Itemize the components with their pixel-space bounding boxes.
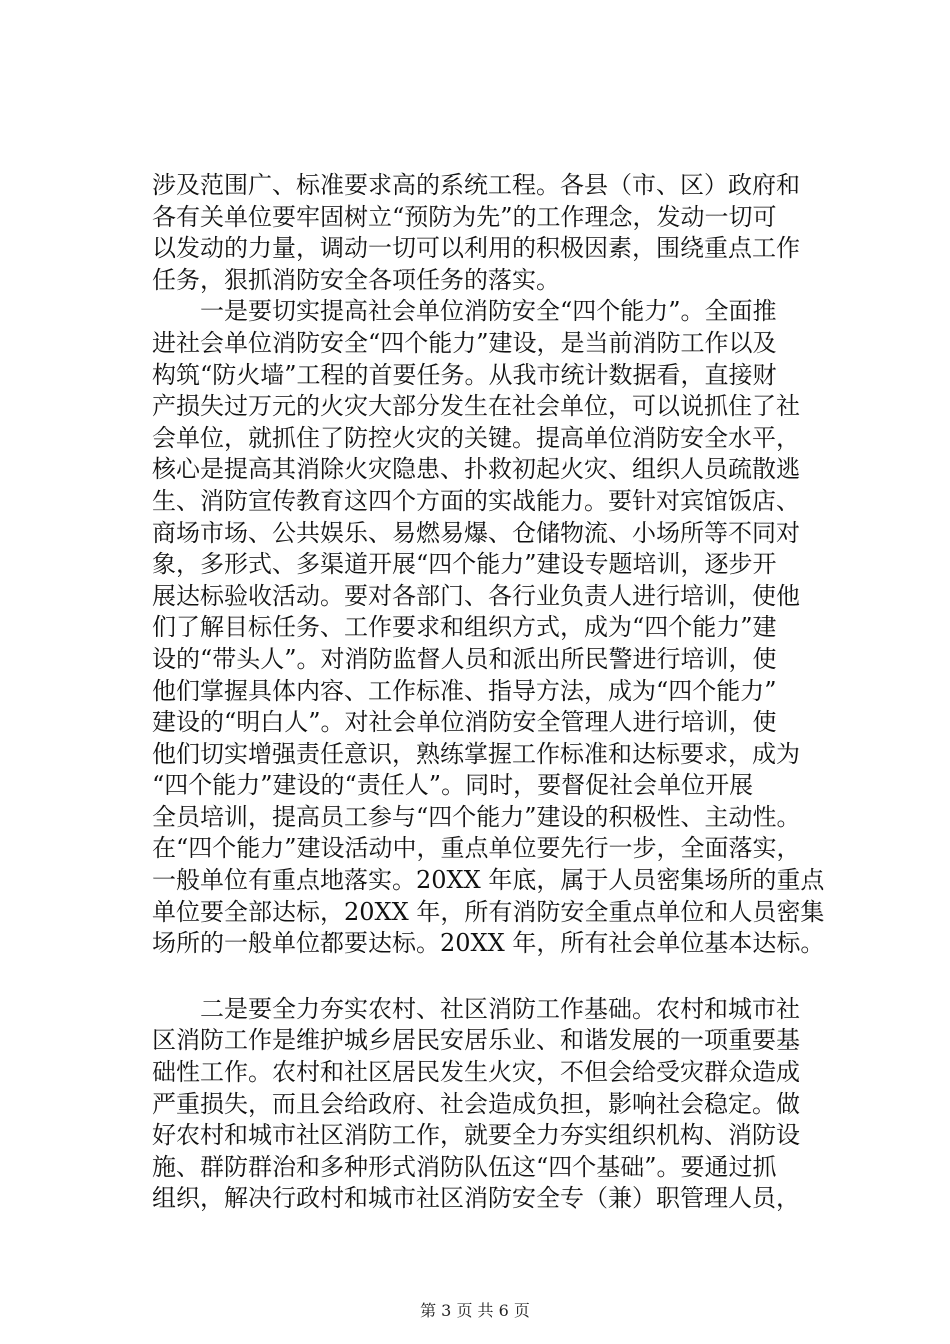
text-line: 进社会单位消防安全“四个能力”建设，是当前消防工作以及 [152,328,777,357]
text-line: 任务，狠抓消防安全各项任务的落实。 [152,265,560,294]
text-line: 涉及范围广、标准要求高的系统工程。各县（市、区）政府和 [152,171,800,199]
text-line: 组织，解决行政村和城市社区消防安全专（兼）职管理人员， [152,1184,800,1213]
text-line: 他们切实增强责任意识，熟练掌握工作标准和达标要求，成为 [152,739,800,768]
page-footer [0,1301,950,1321]
text-line: 好农村和城市社区消防工作，就要全力夯实组织机构、消防设 [152,1121,800,1150]
text-line: “四个能力”建设的“责任人”。同时，要督促社会单位开展 [152,771,754,800]
text-line: 一是要切实提高社会单位消防安全“四个能力”。全面推 [200,297,777,326]
text-line: 场所的一般单位都要达标。20XX 年，所有社会单位基本达标。 [152,929,825,958]
text-line: 一般单位有重点地落实。20XX 年底，属于人员密集场所的重点 [152,866,825,895]
text-line: 展达标验收活动。要对各部门、各行业负责人进行培训，使他 [152,581,800,610]
document-body [152,170,832,1215]
text-line: 会单位，就抓住了防控火灾的关键。提高单位消防安全水平， [152,423,800,452]
text-line: 他们掌握具体内容、工作标准、指导方法，成为“四个能力” [152,676,777,705]
text-line: 各有关单位要牢固树立“预防为先”的工作理念，发动一切可 [152,202,777,231]
text-line: 商场市场、公共娱乐、易燃易爆、仓储物流、小场所等不同对 [152,518,800,547]
text-line: 在“四个能力”建设活动中，重点单位要先行一步，全面落实， [152,834,801,863]
text-line: 们了解目标任务、工作要求和组织方式，成为“四个能力”建 [152,613,777,642]
text-line: 础性工作。农村和社区居民发生火灾，不但会给受灾群众造成 [152,1058,800,1087]
page-number: 第 3 页 共 6 页 [420,1301,530,1320]
text-line: 生、消防宣传教育这四个方面的实战能力。要针对宾馆饭店、 [152,486,800,515]
text-line: 施、群防群治和多种形式消防队伍这“四个基础”。要通过抓 [152,1152,777,1181]
text-line: 全员培训，提高员工参与“四个能力”建设的积极性、主动性。 [152,802,801,831]
text-line: 以发动的力量，调动一切可以利用的积极因素，围绕重点工作 [152,234,800,263]
paragraph-rural-community [152,994,832,1215]
text-line: 产损失过万元的火灾大部分发生在社会单位，可以说抓住了社 [152,392,800,421]
paragraph-spacer [152,960,832,994]
text-line: 二是要全力夯实农村、社区消防工作基础。农村和城市社 [200,994,800,1023]
text-line: 设的“带头人”。对消防监督人员和派出所民警进行培训，使 [152,644,777,673]
paragraph-continuation [152,170,832,296]
text-line: 建设的“明白人”。对社会单位消防安全管理人进行培训，使 [152,708,777,737]
text-line: 严重损失，而且会给政府、社会造成负担，影响社会稳定。做 [152,1089,800,1118]
text-line: 核心是提高其消除火灾隐患、扑救初起火灾、组织人员疏散逃 [152,455,800,484]
text-line: 单位要全部达标，20XX 年，所有消防安全重点单位和人员密集 [152,897,825,926]
text-line: 象，多形式、多渠道开展“四个能力”建设专题培训，逐步开 [152,550,777,579]
paragraph-four-capabilities [152,296,832,959]
text-line: 构筑“防火墙”工程的首要任务。从我市统计数据看，直接财 [152,360,777,389]
text-line: 区消防工作是维护城乡居民安居乐业、和谐发展的一项重要基 [152,1026,800,1055]
